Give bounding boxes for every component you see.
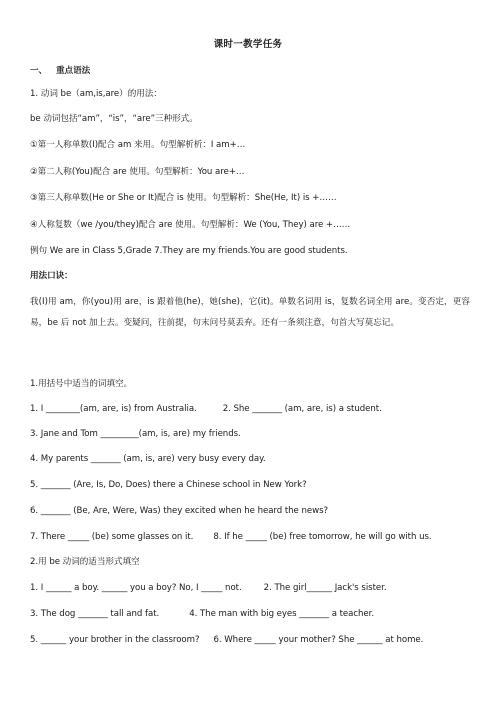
ex2-question-2: 2. The girl______ Jack's sister. [263, 583, 387, 593]
example-sentences: 例句 We are in Class 5,Grade 7.They are my friends.You are good students. [30, 246, 348, 256]
rule-4: ④人称复数（we /you/they)配合 are 使用。句型解析：We (You, They) are +…… [30, 220, 351, 230]
question-2: 2. She _______ (am, are, is) a student. [222, 404, 382, 414]
ex2-question-1: 1. I ______ a boy. ______ you a boy? No, I _____ not. [30, 583, 242, 593]
rule-3: ③第三人称单数(He or She or It)配合 is 使用。句型解析：She(He, It) is +…… [30, 193, 337, 203]
rhyme-title: 用法口诀： [30, 271, 73, 281]
rule-2: ②第二人称(You)配合 are 使用。句型解析：You are+… [30, 167, 245, 177]
question-7: 7. There _____ (be) some glasses on it. [30, 532, 194, 542]
question-5: 5. _______ (Are, Is, Do, Does) there a Chinese school in New York? [30, 480, 307, 490]
question-6: 6. _______ (Be, Are, Were, Was) they excited when he heard the news? [30, 506, 329, 516]
section-heading [30, 65, 470, 77]
exercise-2-line-3 [30, 634, 470, 646]
question-4: 4. My parents _______ (am, is, are) very busy every day. [30, 454, 266, 464]
rhyme-paragraph: 我(I)用 am，你(you)用 are，is 跟着他(he)，她(she)，它(it)。单数名词用 is，复数名词全用 are。变否定，更容易，be 后 not 加上去。变疑问，往前提，句末问号莫丢弃。还有一条须注意，句首大写莫忘记。 [30, 297, 470, 328]
question-3: 3. Jane and Tom _________(am, is, are) my friends. [30, 429, 241, 439]
exercise-2-line-1 [30, 582, 470, 594]
exercise-1-line-6 [30, 531, 470, 543]
exercise-2-title: 2.用 be 动词的适当形式填空 [30, 557, 140, 567]
ex2-question-6: 6. Where _____ your mother? She ______ at home. [213, 635, 424, 645]
question-8: 8. If he _____ (be) free tomorrow, he will go with us. [213, 532, 432, 542]
section-number: 一、 [30, 66, 48, 76]
section-label: 重点语法 [56, 66, 91, 76]
ex2-question-4: 4. The man with big eyes _______ a teacher. [189, 609, 375, 619]
rule-1: ①第一人称单数(I)配合 am 来用。句型解析析：I am+… [30, 140, 246, 150]
be-forms-text: be 动词包括“am”，“is”，“are”三种形式。 [30, 114, 198, 124]
grammar-point: 1. 动词 be（am,is,are）的用法： [30, 89, 162, 99]
exercise-1-line-1 [30, 403, 470, 415]
ex2-question-5: 5. ______ your brother in the classroom? [30, 635, 200, 645]
exercise-1-title: 1.用括号中适当的词填空。 [30, 379, 133, 389]
exercise-2-line-2 [30, 608, 470, 620]
ex2-question-3: 3. The dog _______ tall and fat. [30, 609, 160, 619]
question-1: 1. I ________(am, are, is) from Australia. [30, 404, 197, 414]
page-title: 课时一教学任务 [213, 39, 283, 50]
